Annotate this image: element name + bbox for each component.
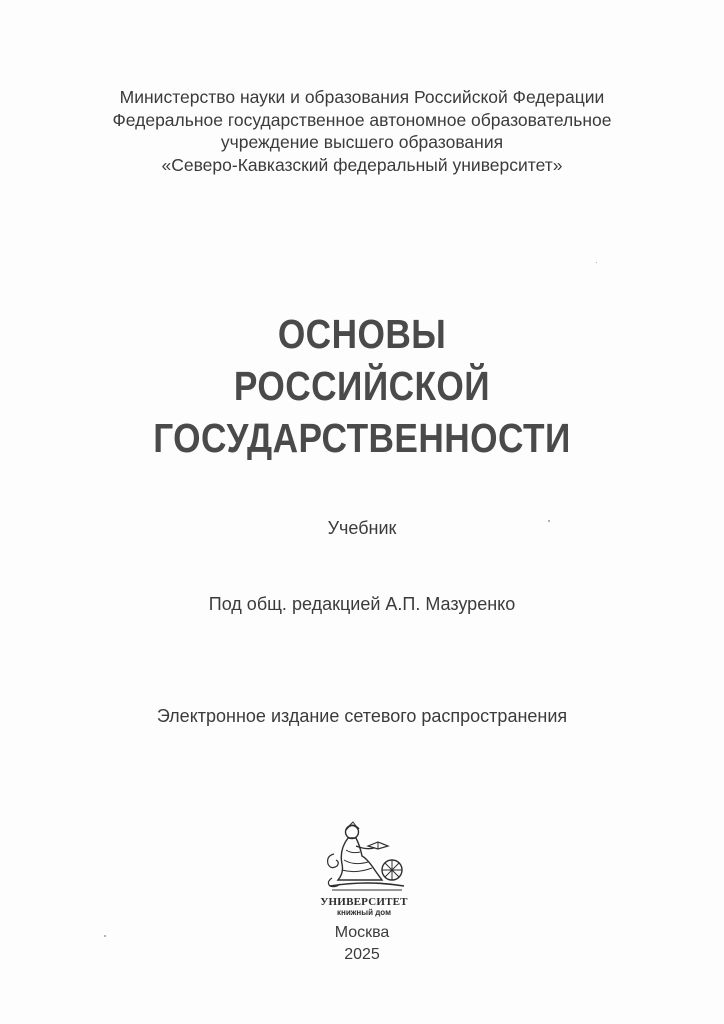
title-line-2: РОССИЙСКОЙ	[233, 363, 491, 409]
book-type: Учебник	[327, 518, 397, 538]
scan-speck	[596, 262, 597, 263]
publisher-subname: книжный дом	[336, 908, 391, 917]
seated-woman-reading-icon	[322, 820, 406, 894]
ministry-line: Министерство науки и образования Российской Федерации	[119, 87, 605, 107]
title-line-1: ОСНОВЫ	[277, 311, 447, 357]
imprint-city: Москва	[334, 924, 390, 941]
title-line-3: ГОСУДАРСТВЕННОСТИ	[153, 415, 571, 461]
publisher-logo	[318, 820, 410, 920]
scan-speck	[104, 935, 106, 937]
editor-credit: Под общ. редакцией А.П. Мазуренко	[208, 594, 516, 614]
book-title	[51, 308, 674, 464]
university-name-line: «Северо-Кавказский федеральный университет»	[161, 154, 563, 175]
imprint-year: 2025	[344, 946, 380, 963]
edition-note: Электронное издание сетевого распространения	[156, 706, 568, 726]
institution-level-line: учреждение высшего образования	[220, 132, 504, 152]
institution-type-line: Федеральное государственное автономное образовательное	[112, 109, 612, 130]
scan-speck	[548, 520, 550, 522]
publisher-name: УНИВЕРСИТЕТ	[320, 896, 408, 908]
institution-header	[0, 86, 724, 176]
